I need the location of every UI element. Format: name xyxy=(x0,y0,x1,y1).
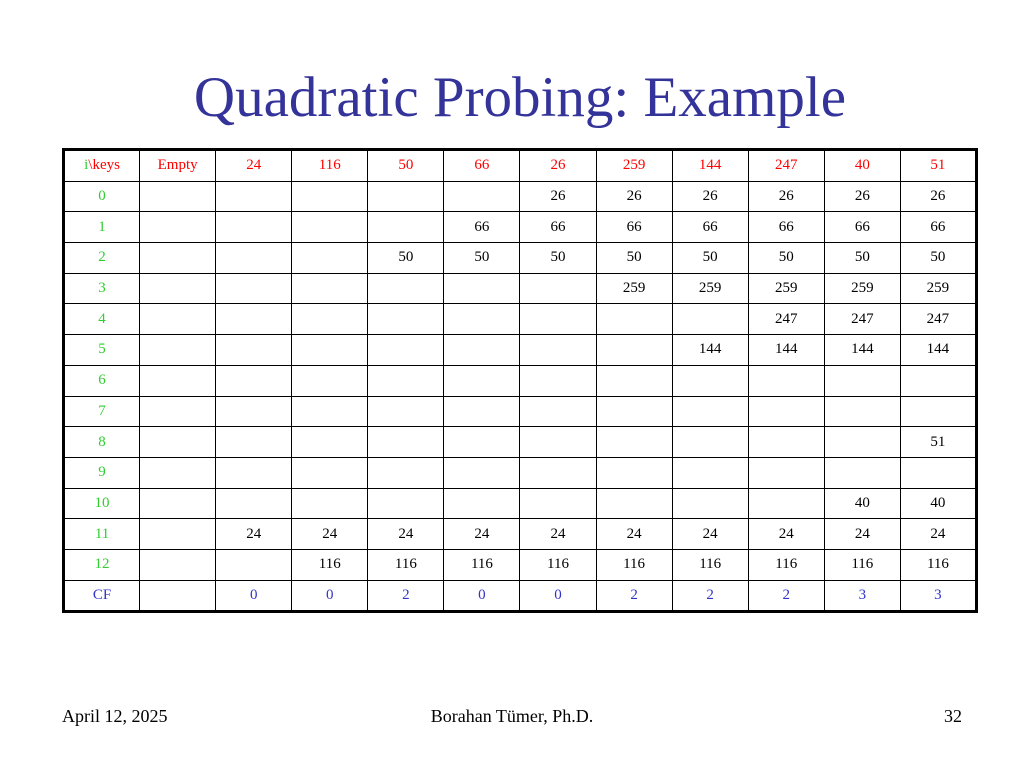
table-cell xyxy=(140,427,216,458)
table-row xyxy=(64,396,977,427)
corner-index-label: i xyxy=(84,157,89,174)
table-cell: 259 xyxy=(900,273,976,304)
column-header: 24 xyxy=(216,150,292,182)
table-cell xyxy=(368,335,444,366)
row-index: 5 xyxy=(64,335,140,366)
table-cell xyxy=(140,365,216,396)
table-cell xyxy=(216,427,292,458)
table-cell xyxy=(292,396,368,427)
table-cell xyxy=(672,457,748,488)
column-header: 247 xyxy=(748,150,824,182)
table-cell xyxy=(596,335,672,366)
table-cell: 66 xyxy=(520,212,596,243)
table-cell xyxy=(824,457,900,488)
cf-cell: 0 xyxy=(444,580,520,612)
table-cell: 66 xyxy=(748,212,824,243)
cf-cell: 0 xyxy=(216,580,292,612)
table-cell: 26 xyxy=(596,181,672,212)
table-cell xyxy=(824,396,900,427)
table-cell xyxy=(368,488,444,519)
table-cell: 144 xyxy=(748,335,824,366)
table-cell: 247 xyxy=(824,304,900,335)
table-cell: 24 xyxy=(824,519,900,550)
table-cell: 40 xyxy=(824,488,900,519)
table-cell: 50 xyxy=(444,243,520,274)
table-cell xyxy=(140,549,216,580)
column-header: 259 xyxy=(596,150,672,182)
table-cell: 50 xyxy=(368,243,444,274)
table-cell xyxy=(292,365,368,396)
column-header: 51 xyxy=(900,150,976,182)
table-cell xyxy=(672,488,748,519)
table-cell: 116 xyxy=(520,549,596,580)
table-cell xyxy=(520,335,596,366)
table-cell xyxy=(520,427,596,458)
corner-keys-label: \keys xyxy=(88,157,120,174)
table-cell xyxy=(672,396,748,427)
table-cell: 24 xyxy=(596,519,672,550)
table-cell xyxy=(520,457,596,488)
table-cell xyxy=(368,304,444,335)
column-header: Empty xyxy=(140,150,216,182)
table-cell xyxy=(444,304,520,335)
table-cell: 24 xyxy=(216,519,292,550)
row-index: 3 xyxy=(64,273,140,304)
table-cell: 24 xyxy=(748,519,824,550)
table-cell xyxy=(292,488,368,519)
table-cell xyxy=(292,304,368,335)
table-cell: 24 xyxy=(900,519,976,550)
table-cell: 259 xyxy=(596,273,672,304)
table-cell xyxy=(368,457,444,488)
cf-cell: 0 xyxy=(292,580,368,612)
column-header: 40 xyxy=(824,150,900,182)
table-cell: 116 xyxy=(368,549,444,580)
table-row xyxy=(64,335,977,366)
table-cell xyxy=(520,365,596,396)
table-cell xyxy=(748,457,824,488)
column-header: 50 xyxy=(368,150,444,182)
table-cell xyxy=(444,427,520,458)
table-cell xyxy=(216,457,292,488)
table-cell xyxy=(444,365,520,396)
cf-cell: 2 xyxy=(596,580,672,612)
table-cell: 66 xyxy=(444,212,520,243)
table-cell xyxy=(672,427,748,458)
table-cell: 50 xyxy=(520,243,596,274)
table-cell xyxy=(216,181,292,212)
table-cell: 50 xyxy=(748,243,824,274)
table-cell xyxy=(520,396,596,427)
table-cell xyxy=(900,396,976,427)
cf-cell: 2 xyxy=(368,580,444,612)
probing-table xyxy=(62,148,978,613)
table-cell: 144 xyxy=(824,335,900,366)
table-cell xyxy=(444,457,520,488)
table-cell xyxy=(748,488,824,519)
row-index: 2 xyxy=(64,243,140,274)
table-cell xyxy=(292,273,368,304)
collision-count-row xyxy=(64,580,977,612)
table-cell xyxy=(368,212,444,243)
table-cell xyxy=(292,243,368,274)
table-cell xyxy=(672,304,748,335)
table-cell: 50 xyxy=(596,243,672,274)
header-row xyxy=(64,150,977,182)
table-cell xyxy=(444,488,520,519)
table-cell xyxy=(368,273,444,304)
row-index: 7 xyxy=(64,396,140,427)
table-cell: 116 xyxy=(824,549,900,580)
table-cell: 66 xyxy=(596,212,672,243)
table-cell: 247 xyxy=(748,304,824,335)
table-cell xyxy=(140,243,216,274)
slide-title: Quadratic Probing: Example xyxy=(193,66,847,129)
table-cell xyxy=(140,273,216,304)
table-row xyxy=(64,243,977,274)
footer-author: Borahan Tümer, Ph.D. xyxy=(430,706,594,726)
table-cell xyxy=(368,427,444,458)
table-cell: 24 xyxy=(672,519,748,550)
table-row xyxy=(64,488,977,519)
table-cell xyxy=(216,212,292,243)
cf-cell: 3 xyxy=(824,580,900,612)
table-cell xyxy=(216,488,292,519)
table-cell xyxy=(216,335,292,366)
table-cell xyxy=(292,181,368,212)
corner-cell xyxy=(64,150,140,182)
table-cell: 116 xyxy=(444,549,520,580)
row-index: 11 xyxy=(64,519,140,550)
table-cell xyxy=(216,273,292,304)
table-row xyxy=(64,365,977,396)
cf-cell: 2 xyxy=(672,580,748,612)
footer-date: April 12, 2025 xyxy=(62,706,168,726)
table-cell xyxy=(596,396,672,427)
table-row xyxy=(64,273,977,304)
table-cell xyxy=(140,212,216,243)
table-row xyxy=(64,304,977,335)
column-header: 144 xyxy=(672,150,748,182)
table-row xyxy=(64,212,977,243)
row-index: 8 xyxy=(64,427,140,458)
cf-cell: 2 xyxy=(748,580,824,612)
table-cell xyxy=(444,396,520,427)
table-cell xyxy=(748,396,824,427)
table-cell xyxy=(368,365,444,396)
table-cell xyxy=(672,365,748,396)
table-cell: 26 xyxy=(748,181,824,212)
table-cell: 116 xyxy=(672,549,748,580)
table-cell: 26 xyxy=(672,181,748,212)
table-cell: 24 xyxy=(368,519,444,550)
table-cell: 116 xyxy=(748,549,824,580)
table-cell xyxy=(140,181,216,212)
table-cell xyxy=(520,304,596,335)
table-cell xyxy=(368,181,444,212)
table-cell xyxy=(444,335,520,366)
table-row xyxy=(64,519,977,550)
column-header: 116 xyxy=(292,150,368,182)
table-cell xyxy=(900,457,976,488)
cf-label: CF xyxy=(64,580,140,612)
table-cell: 26 xyxy=(520,181,596,212)
table-cell xyxy=(520,273,596,304)
table-cell: 24 xyxy=(444,519,520,550)
table-cell: 259 xyxy=(748,273,824,304)
table-cell xyxy=(824,427,900,458)
table-cell xyxy=(596,457,672,488)
table-cell xyxy=(824,365,900,396)
table-cell xyxy=(216,396,292,427)
table-cell: 24 xyxy=(520,519,596,550)
table-cell: 116 xyxy=(292,549,368,580)
table-cell xyxy=(748,365,824,396)
row-index: 9 xyxy=(64,457,140,488)
table-cell: 247 xyxy=(900,304,976,335)
table-cell xyxy=(292,457,368,488)
table-cell xyxy=(292,212,368,243)
row-index: 1 xyxy=(64,212,140,243)
table-cell xyxy=(140,519,216,550)
row-index: 10 xyxy=(64,488,140,519)
row-index: 12 xyxy=(64,549,140,580)
footer-page-number: 32 xyxy=(944,706,962,726)
table-cell xyxy=(292,427,368,458)
table-cell: 144 xyxy=(900,335,976,366)
table-cell xyxy=(748,427,824,458)
table-cell xyxy=(292,335,368,366)
column-header: 66 xyxy=(444,150,520,182)
table-cell xyxy=(444,273,520,304)
table-cell: 66 xyxy=(900,212,976,243)
table-cell: 50 xyxy=(824,243,900,274)
cf-cell: 0 xyxy=(520,580,596,612)
table-cell xyxy=(216,549,292,580)
table-cell: 40 xyxy=(900,488,976,519)
cf-cell xyxy=(140,580,216,612)
table-cell xyxy=(900,365,976,396)
table-row xyxy=(64,457,977,488)
table-cell: 51 xyxy=(900,427,976,458)
table-row xyxy=(64,427,977,458)
table-cell: 50 xyxy=(672,243,748,274)
table-cell: 259 xyxy=(672,273,748,304)
table-cell: 24 xyxy=(292,519,368,550)
table-cell xyxy=(140,304,216,335)
row-index: 0 xyxy=(64,181,140,212)
table-cell: 259 xyxy=(824,273,900,304)
table-cell xyxy=(444,181,520,212)
table-cell xyxy=(596,427,672,458)
row-index: 4 xyxy=(64,304,140,335)
table-cell: 26 xyxy=(824,181,900,212)
table-cell: 66 xyxy=(672,212,748,243)
table-row xyxy=(64,181,977,212)
table-cell: 116 xyxy=(900,549,976,580)
table-cell: 66 xyxy=(824,212,900,243)
table-cell xyxy=(596,365,672,396)
table-cell: 50 xyxy=(900,243,976,274)
table-cell: 116 xyxy=(596,549,672,580)
cf-cell: 3 xyxy=(900,580,976,612)
table-cell xyxy=(216,304,292,335)
table-row xyxy=(64,549,977,580)
table-cell xyxy=(140,335,216,366)
table-cell xyxy=(596,304,672,335)
table-cell xyxy=(140,457,216,488)
table-cell xyxy=(140,396,216,427)
table-cell xyxy=(140,488,216,519)
column-header: 26 xyxy=(520,150,596,182)
table-cell xyxy=(216,365,292,396)
table-cell xyxy=(216,243,292,274)
table-cell: 144 xyxy=(672,335,748,366)
table-cell xyxy=(368,396,444,427)
table-cell xyxy=(520,488,596,519)
table-cell xyxy=(596,488,672,519)
table-cell: 26 xyxy=(900,181,976,212)
row-index: 6 xyxy=(64,365,140,396)
